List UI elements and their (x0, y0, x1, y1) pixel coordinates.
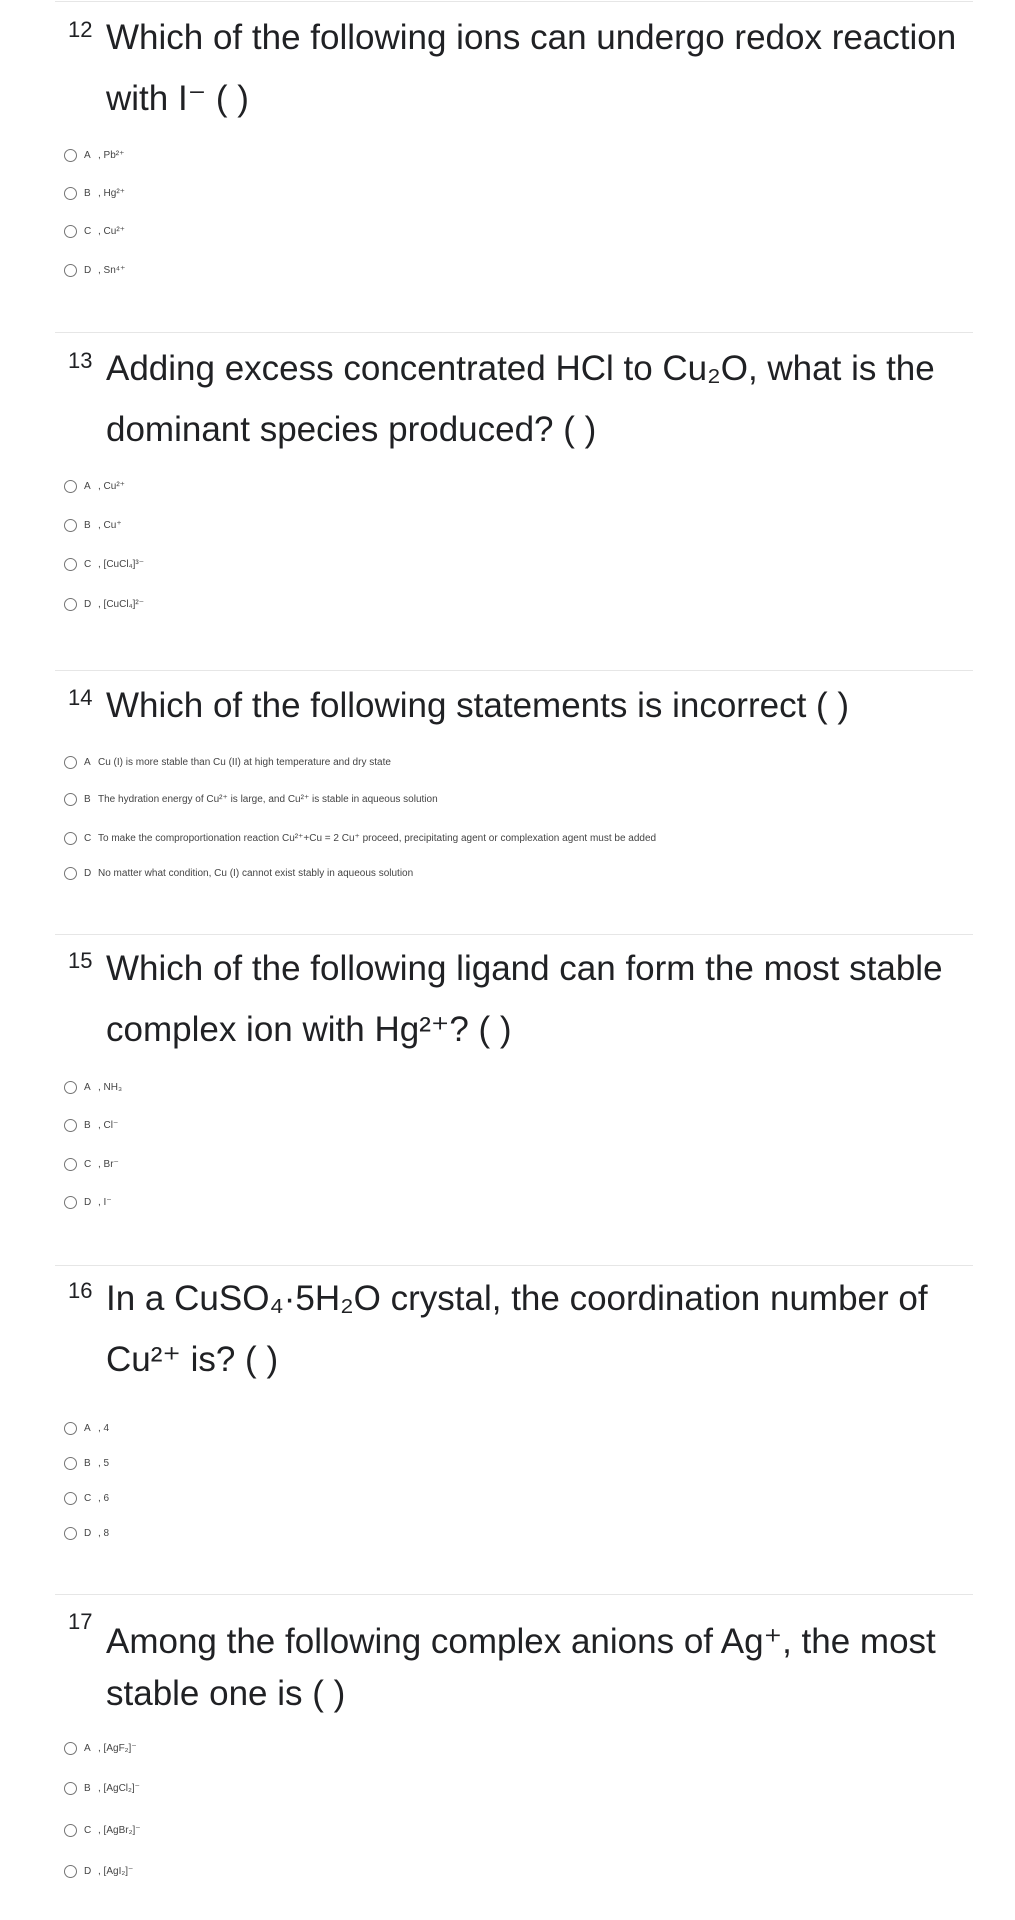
question-divider (55, 1265, 973, 1266)
option-a[interactable] (64, 753, 391, 771)
option-letter: D (84, 1527, 92, 1539)
option-letter: C (84, 1492, 92, 1504)
option-letter: A (84, 149, 91, 161)
option-b[interactable] (64, 1454, 109, 1472)
option-d[interactable] (64, 261, 125, 279)
question-number: 12 (68, 17, 93, 42)
option-b[interactable] (64, 1116, 118, 1134)
option-d[interactable] (64, 1524, 109, 1542)
option-letter: D (84, 264, 92, 276)
option-c[interactable] (64, 829, 656, 847)
question-number: 13 (68, 348, 93, 373)
option-b[interactable] (64, 184, 125, 202)
option-letter: B (84, 187, 91, 199)
option-letter: B (84, 1457, 91, 1469)
option-text: , Cl⁻ (98, 1119, 119, 1131)
radio-button[interactable] (64, 1158, 77, 1171)
radio-button[interactable] (64, 1422, 77, 1435)
radio-button[interactable] (64, 867, 77, 880)
question-divider (55, 934, 973, 935)
option-text: , Sn⁴⁺ (98, 264, 126, 276)
radio-button[interactable] (64, 1457, 77, 1470)
option-text: To make the comproportionation reaction Cu²⁺+Cu = 2 Cu⁺ proceed, precipitating agent or complexation agent must be added (98, 832, 657, 844)
option-d[interactable] (64, 595, 144, 613)
option-d[interactable] (64, 1862, 133, 1880)
question-divider (55, 1594, 973, 1595)
option-b[interactable] (64, 516, 122, 534)
option-a[interactable] (64, 146, 124, 164)
question-number: 14 (68, 685, 93, 710)
option-a[interactable] (64, 1078, 122, 1096)
option-letter: B (84, 1119, 91, 1131)
option-c[interactable] (64, 1155, 119, 1173)
option-text: , NH₃ (98, 1081, 123, 1093)
option-text: , Pb²⁺ (98, 149, 125, 161)
radio-button[interactable] (64, 1081, 77, 1094)
option-text: , 8 (98, 1527, 110, 1539)
option-letter: C (84, 1824, 92, 1836)
question-number: 16 (68, 1278, 93, 1303)
option-letter: C (84, 225, 92, 237)
option-text: , Cu²⁺ (98, 480, 125, 492)
radio-button[interactable] (64, 793, 77, 806)
radio-button[interactable] (64, 832, 77, 845)
radio-button[interactable] (64, 598, 77, 611)
option-d[interactable] (64, 1193, 112, 1211)
radio-button[interactable] (64, 1196, 77, 1209)
option-letter: A (84, 1742, 91, 1754)
option-letter: C (84, 832, 92, 844)
option-c[interactable] (64, 222, 125, 240)
option-d[interactable] (64, 864, 413, 882)
question-number: 17 (68, 1609, 93, 1634)
radio-button[interactable] (64, 187, 77, 200)
radio-button[interactable] (64, 756, 77, 769)
option-a[interactable] (64, 1419, 109, 1437)
radio-button[interactable] (64, 1492, 77, 1505)
option-text: , Br⁻ (98, 1158, 119, 1170)
option-text: , 4 (98, 1422, 110, 1434)
option-b[interactable] (64, 790, 438, 808)
option-text: The hydration energy of Cu²⁺ is large, and Cu²⁺ is stable in aqueous solution (98, 793, 438, 805)
option-letter: A (84, 756, 91, 768)
radio-button[interactable] (64, 1865, 77, 1878)
radio-button[interactable] (64, 519, 77, 532)
option-letter: A (84, 1422, 91, 1434)
option-c[interactable] (64, 555, 144, 573)
option-text: Cu (I) is more stable than Cu (II) at high temperature and dry state (98, 756, 391, 768)
option-letter: C (84, 558, 92, 570)
option-letter: A (84, 1081, 91, 1093)
radio-button[interactable] (64, 1782, 77, 1795)
option-letter: D (84, 1865, 92, 1877)
question-text: Which of the following ions can undergo redox reaction with I⁻ ( ) (106, 18, 957, 118)
radio-button[interactable] (64, 264, 77, 277)
question-text: Adding excess concentrated HCl to Cu₂O, what is the dominant species produced? ( ) (106, 349, 935, 449)
radio-button[interactable] (64, 1527, 77, 1540)
option-text: , Cu²⁺ (98, 225, 125, 237)
option-letter: D (84, 1196, 92, 1208)
option-text: , [AgI₂]⁻ (98, 1865, 134, 1877)
option-text: , [AgCl₂]⁻ (98, 1782, 140, 1794)
option-letter: D (84, 867, 92, 879)
question-text: In a CuSO₄·5H₂O crystal, the coordination number of Cu²⁺ is? ( ) (106, 1279, 928, 1379)
option-b[interactable] (64, 1779, 140, 1797)
question-text: Which of the following ligand can form the most stable complex ion with Hg²⁺? ( ) (106, 949, 943, 1049)
option-a[interactable] (64, 1739, 137, 1757)
option-c[interactable] (64, 1821, 141, 1839)
option-text: , [CuCl₄]²⁻ (98, 598, 145, 610)
radio-button[interactable] (64, 1119, 77, 1132)
option-text: , 6 (98, 1492, 110, 1504)
option-letter: B (84, 519, 91, 531)
option-letter: B (84, 793, 91, 805)
option-text: , [AgF₂]⁻ (98, 1742, 137, 1754)
question-number: 15 (68, 948, 93, 973)
option-text: , [CuCl₄]³⁻ (98, 558, 145, 570)
option-text: , Cu⁺ (98, 519, 122, 531)
option-a[interactable] (64, 477, 125, 495)
question-divider (55, 1, 973, 2)
option-letter: A (84, 480, 91, 492)
option-letter: B (84, 1782, 91, 1794)
option-letter: C (84, 1158, 92, 1170)
option-text: , 5 (98, 1457, 110, 1469)
question-divider (55, 332, 973, 333)
radio-button[interactable] (64, 149, 77, 162)
option-text: , [AgBr₂]⁻ (98, 1824, 141, 1836)
option-c[interactable] (64, 1489, 109, 1507)
question-text: Among the following complex anions of Ag⁺, the most stable one is ( ) (106, 1622, 936, 1713)
option-text: , I⁻ (98, 1196, 112, 1208)
radio-button[interactable] (64, 1824, 77, 1837)
radio-button[interactable] (64, 1742, 77, 1755)
radio-button[interactable] (64, 225, 77, 238)
question-divider (55, 670, 973, 671)
radio-button[interactable] (64, 558, 77, 571)
radio-button[interactable] (64, 480, 77, 493)
option-text: No matter what condition, Cu (I) cannot exist stably in aqueous solution (98, 867, 414, 879)
option-text: , Hg²⁺ (98, 187, 125, 199)
option-letter: D (84, 598, 92, 610)
question-text: Which of the following statements is incorrect ( ) (106, 686, 850, 725)
